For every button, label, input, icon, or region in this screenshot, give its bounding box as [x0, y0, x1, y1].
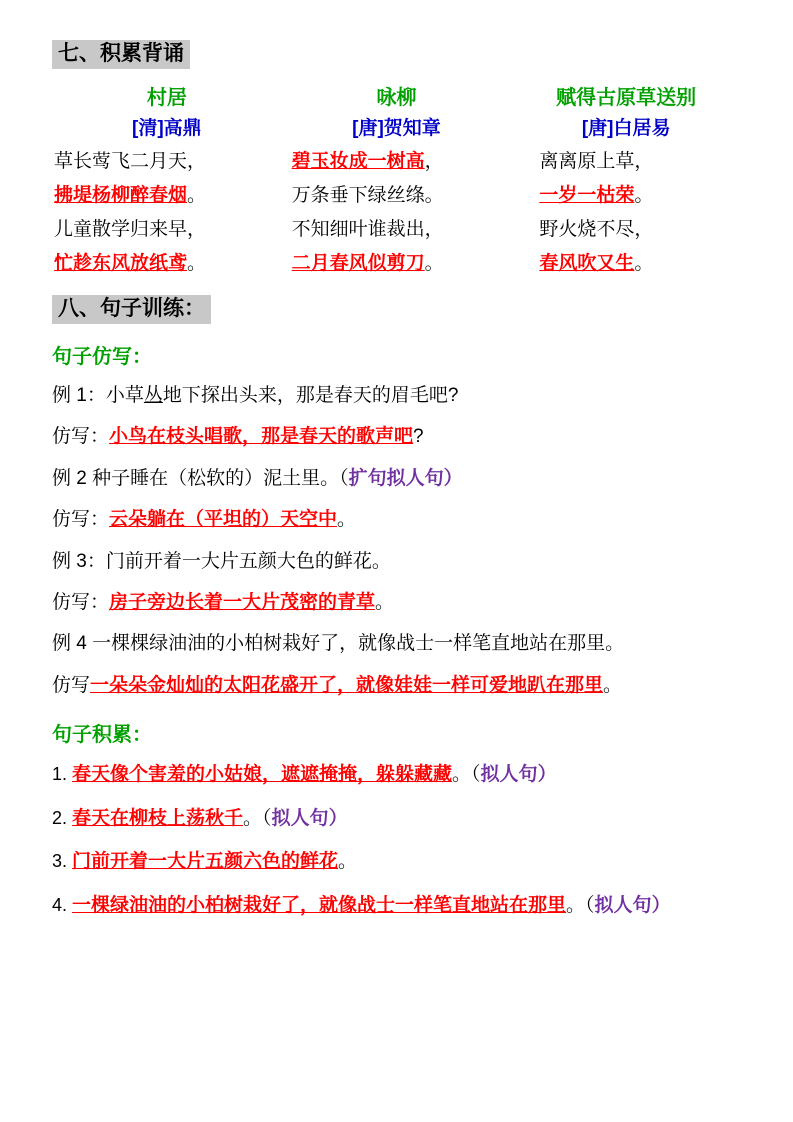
sentence-item-label: 仿写： — [52, 592, 110, 614]
sentence-item-text: 云朵躺在（ — [109, 509, 205, 531]
poem-line-text: 儿童散学归来早， — [54, 219, 207, 241]
accumulation-item-text: 一棵绿油油的小柏树栽好了，就像战士一样笔直地站在那里 — [72, 894, 567, 916]
poem-line — [539, 145, 741, 179]
sentence-item-text: 。 — [603, 674, 623, 696]
accumulation-item-text: ） — [328, 807, 348, 829]
sentence-item-text: 丛 — [143, 384, 163, 406]
sentence-item — [52, 671, 741, 700]
poem-author: [清]高鼎 — [132, 118, 202, 140]
poem-line-text: 万条垂下绿丝绦。 — [291, 185, 444, 207]
poem-line-text: 不知细叶谁裁出， — [291, 219, 444, 241]
poem-line — [54, 179, 282, 213]
accumulation-item — [52, 804, 741, 834]
sentence-item-label: 例 3： — [52, 550, 106, 572]
sentence-item — [52, 547, 741, 576]
accumulation-list — [52, 760, 741, 921]
sentence-item-text: 门前开着一大片五颜大色的鲜花。 — [105, 550, 391, 572]
accumulation-item-number: 1. — [52, 764, 73, 785]
poem-title: 赋得古原草送别 — [556, 87, 697, 110]
poem-line — [292, 145, 512, 179]
section-sentence-heading-row — [52, 295, 741, 330]
poem-line-text: 拂堤杨柳醉春烟 — [54, 185, 188, 207]
sentence-item — [52, 588, 741, 617]
poem-line — [539, 247, 741, 281]
sentence-item-text: ） — [443, 467, 463, 489]
sentence-item-text: 种子睡在（松软的）泥土里。（ — [92, 467, 349, 489]
accumulation-item-text: 门前开着一大片五颜六色的鲜花 — [72, 851, 339, 873]
poem-line-text: 二月春风似剪刀 — [291, 252, 425, 274]
poem-line — [292, 213, 512, 247]
sentence-item-text: ? — [413, 426, 424, 448]
poem-line — [54, 213, 282, 247]
accumulation-item-text: ） — [651, 894, 671, 916]
sentence-item-text: 房子旁边长着一大片茂密的青草 — [109, 592, 376, 614]
sentence-item-label: 例 4 — [52, 633, 93, 655]
sentence-item-text: 扩句拟人句 — [348, 467, 444, 489]
sentence-item-text: 地下探出头来，那是春天的眉毛吧? — [162, 384, 459, 406]
poem-line-text: 春风吹又生 — [539, 252, 635, 274]
poem-line-text: 碧玉妆成一树高 — [291, 151, 425, 173]
poem-line-text: 。 — [424, 252, 444, 274]
accumulation-item-number: 4. — [52, 894, 73, 915]
imitation-list — [52, 381, 741, 701]
sentence-item-text: 小鸟在枝头唱歌，那是春天的歌声吧 — [109, 426, 414, 448]
sentence-item-text: 。 — [375, 592, 395, 614]
sentence-item-label: 例 2 — [52, 467, 93, 489]
poem-line-text: 草长莺飞二月天， — [54, 151, 207, 173]
poem-line-text: 野火烧不尽， — [539, 219, 654, 241]
poem-body — [282, 145, 512, 280]
subheading-imitation: 句子仿写： — [52, 345, 152, 368]
poem-line — [292, 247, 512, 281]
sentence-item-text: 小草 — [105, 384, 144, 406]
sentence-item-text: 。 — [337, 509, 357, 531]
accumulation-item-text: 拟人句 — [480, 764, 538, 786]
accumulation-item-text: ） — [537, 764, 557, 786]
poem-line-text: 离离原上草， — [539, 151, 654, 173]
poem-line — [54, 247, 282, 281]
accumulation-item-number: 2. — [52, 807, 73, 828]
poem-title: 村居 — [146, 87, 187, 110]
sentence-item — [52, 505, 741, 534]
poem-line-text: 。 — [634, 252, 654, 274]
sentence-item — [52, 381, 741, 410]
poem-line-text: 。 — [187, 185, 207, 207]
sentence-item-text: 一朵朵金灿灿的太阳花盛开了，就像娃娃一样可爱地趴在那里 — [90, 674, 604, 696]
sentence-item — [52, 629, 741, 658]
accumulation-item — [52, 847, 741, 877]
accumulation-item-number: 3. — [52, 851, 73, 872]
poem-column-3 — [511, 83, 741, 281]
accumulation-item-text: 拟人句 — [594, 894, 652, 916]
accumulation-item — [52, 891, 741, 921]
poem-line-text: 。 — [634, 185, 654, 207]
poem-line-text: 一岁一枯荣 — [539, 185, 635, 207]
accumulation-item-text: 拟人句 — [271, 807, 329, 829]
accumulation-item-text: 。（ — [566, 894, 595, 916]
poem-line — [54, 145, 282, 179]
sentence-item-label: 仿写 — [52, 674, 91, 696]
poem-line — [539, 179, 741, 213]
sentence-item — [52, 464, 741, 493]
accumulation-item-text: 。（ — [243, 807, 272, 829]
subheading-accumulation: 句子积累： — [52, 724, 152, 747]
accumulation-item-text: 春天在柳枝上荡秋千 — [72, 807, 244, 829]
sentence-item-label: 仿写： — [52, 509, 110, 531]
sentence-item-label: 仿写： — [52, 426, 110, 448]
poem-table — [52, 83, 741, 281]
accumulation-item-text: 。（ — [452, 764, 481, 786]
sentence-item — [52, 422, 741, 451]
poem-body — [511, 145, 741, 280]
section-sentence-heading: 八、句子训练： — [52, 295, 211, 324]
accumulation-item-text: 春天像个害羞的小姑娘，遮遮掩掩，躲躲藏藏 — [72, 764, 453, 786]
poem-column-1 — [52, 83, 282, 281]
poem-line — [539, 213, 741, 247]
sentence-item-label: 例 1： — [52, 384, 106, 406]
sentence-item-text: 一棵棵绿油油的小柏树栽好了，就像战士一样笔直地站在那里。 — [92, 633, 625, 655]
section-recite-heading: 七、积累背诵 — [52, 40, 190, 69]
accumulation-item — [52, 760, 741, 790]
poem-author: [唐]白居易 — [581, 118, 671, 140]
poem-title: 咏柳 — [376, 87, 417, 110]
poem-line — [292, 179, 512, 213]
poem-author: [唐]贺知章 — [352, 118, 441, 140]
section-recite-heading-row — [52, 40, 741, 75]
poem-column-2 — [282, 83, 512, 281]
poem-body — [52, 145, 282, 280]
accumulation-item-text: 。 — [338, 851, 358, 873]
poem-line-text: ， — [424, 151, 444, 173]
poem-line-text: 忙趁东风放纸鸢 — [54, 252, 188, 274]
poem-line-text: 。 — [187, 252, 207, 274]
sentence-item-text: 平坦的）天空中 — [204, 509, 338, 531]
